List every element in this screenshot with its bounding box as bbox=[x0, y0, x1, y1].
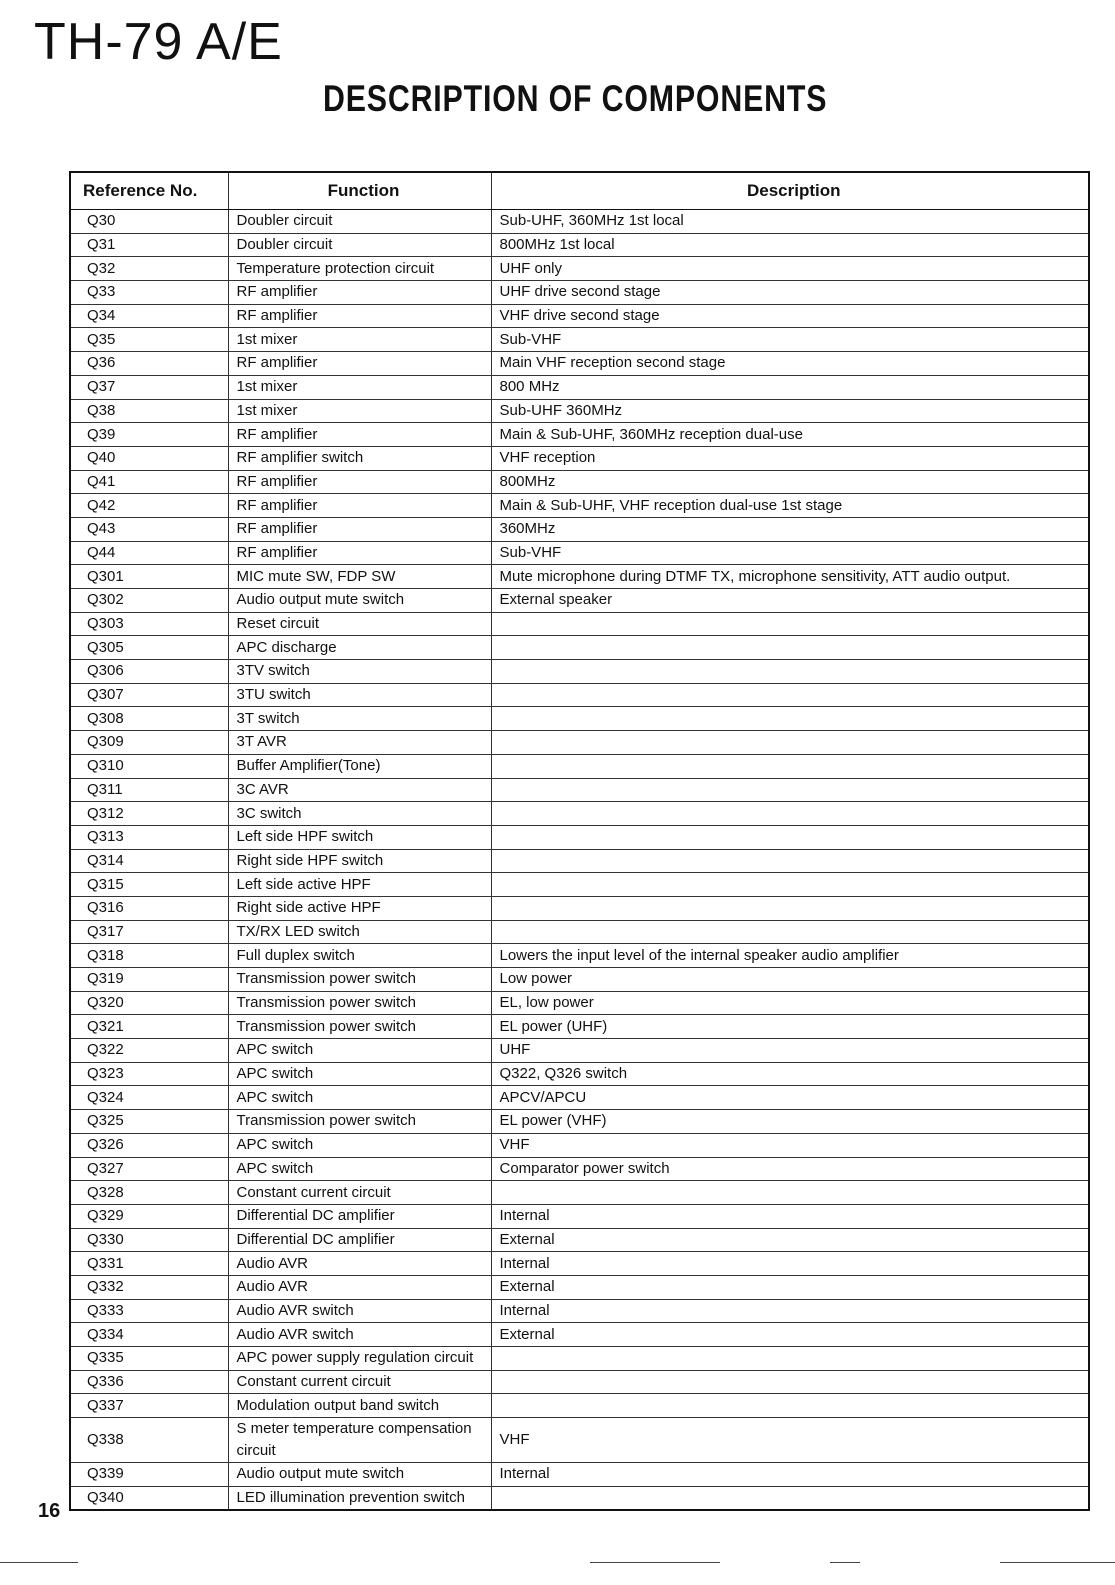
cell-function: APC power supply regulation circuit bbox=[228, 1347, 491, 1371]
table-row bbox=[70, 1181, 1089, 1205]
footer-rule bbox=[590, 1562, 720, 1563]
table-row bbox=[70, 517, 1089, 541]
cell-function: APC switch bbox=[228, 1133, 491, 1157]
cell-reference: Q336 bbox=[70, 1370, 228, 1394]
cell-reference: Q43 bbox=[70, 517, 228, 541]
cell-reference: Q321 bbox=[70, 1015, 228, 1039]
cell-function: RF amplifier bbox=[228, 517, 491, 541]
cell-function: APC discharge bbox=[228, 636, 491, 660]
cell-description bbox=[491, 683, 1089, 707]
table-row bbox=[70, 1323, 1089, 1347]
cell-reference: Q334 bbox=[70, 1323, 228, 1347]
cell-description bbox=[491, 1486, 1089, 1510]
cell-description bbox=[491, 873, 1089, 897]
table-row bbox=[70, 1157, 1089, 1181]
cell-function: 3TU switch bbox=[228, 683, 491, 707]
cell-function: Transmission power switch bbox=[228, 1015, 491, 1039]
table-row bbox=[70, 731, 1089, 755]
cell-function: Audio AVR bbox=[228, 1252, 491, 1276]
cell-reference: Q34 bbox=[70, 304, 228, 328]
table-row bbox=[70, 825, 1089, 849]
table-row bbox=[70, 991, 1089, 1015]
cell-function: 3T AVR bbox=[228, 731, 491, 755]
cell-function: Transmission power switch bbox=[228, 1110, 491, 1134]
cell-function: RF amplifier bbox=[228, 423, 491, 447]
cell-reference: Q331 bbox=[70, 1252, 228, 1276]
cell-reference: Q309 bbox=[70, 731, 228, 755]
table-row bbox=[70, 1394, 1089, 1418]
table-row bbox=[70, 233, 1089, 257]
components-table bbox=[69, 171, 1090, 1511]
cell-function: APC switch bbox=[228, 1157, 491, 1181]
table-row bbox=[70, 636, 1089, 660]
cell-description: EL power (UHF) bbox=[491, 1015, 1089, 1039]
table-row bbox=[70, 707, 1089, 731]
cell-function: Full duplex switch bbox=[228, 944, 491, 968]
cell-function: Transmission power switch bbox=[228, 968, 491, 992]
cell-reference: Q328 bbox=[70, 1181, 228, 1205]
table-row bbox=[70, 494, 1089, 518]
cell-description: Internal bbox=[491, 1299, 1089, 1323]
cell-description bbox=[491, 1370, 1089, 1394]
cell-reference: Q324 bbox=[70, 1086, 228, 1110]
cell-function: S meter temperature compensation circuit bbox=[228, 1418, 491, 1463]
cell-function: Reset circuit bbox=[228, 612, 491, 636]
cell-reference: Q301 bbox=[70, 565, 228, 589]
table-row bbox=[70, 873, 1089, 897]
cell-description bbox=[491, 802, 1089, 826]
table-row bbox=[70, 778, 1089, 802]
cell-reference: Q338 bbox=[70, 1418, 228, 1463]
cell-reference: Q314 bbox=[70, 849, 228, 873]
cell-description: Sub-VHF bbox=[491, 328, 1089, 352]
cell-description bbox=[491, 896, 1089, 920]
table-row bbox=[70, 920, 1089, 944]
table-row bbox=[70, 849, 1089, 873]
cell-description: 360MHz bbox=[491, 517, 1089, 541]
cell-function: RF amplifier bbox=[228, 541, 491, 565]
cell-description bbox=[491, 612, 1089, 636]
table-row bbox=[70, 802, 1089, 826]
cell-reference: Q325 bbox=[70, 1110, 228, 1134]
cell-function: Differential DC amplifier bbox=[228, 1228, 491, 1252]
cell-description: Sub-VHF bbox=[491, 541, 1089, 565]
cell-description: Internal bbox=[491, 1204, 1089, 1228]
cell-description: 800MHz 1st local bbox=[491, 233, 1089, 257]
cell-reference: Q315 bbox=[70, 873, 228, 897]
table-row bbox=[70, 944, 1089, 968]
cell-function: RF amplifier bbox=[228, 304, 491, 328]
cell-function: 1st mixer bbox=[228, 328, 491, 352]
table-row bbox=[70, 589, 1089, 613]
model-name: TH-79 A/E bbox=[34, 13, 283, 71]
cell-reference: Q339 bbox=[70, 1463, 228, 1487]
header-reference-no: Reference No. bbox=[70, 172, 228, 210]
cell-reference: Q317 bbox=[70, 920, 228, 944]
cell-function: 1st mixer bbox=[228, 375, 491, 399]
cell-reference: Q319 bbox=[70, 968, 228, 992]
cell-description: VHF drive second stage bbox=[491, 304, 1089, 328]
footer-rule bbox=[0, 1562, 78, 1563]
table-row bbox=[70, 541, 1089, 565]
table-row bbox=[70, 1133, 1089, 1157]
cell-reference: Q36 bbox=[70, 352, 228, 376]
cell-description: External bbox=[491, 1323, 1089, 1347]
cell-function: APC switch bbox=[228, 1086, 491, 1110]
cell-reference: Q32 bbox=[70, 257, 228, 281]
cell-description: UHF drive second stage bbox=[491, 281, 1089, 305]
table-row bbox=[70, 1463, 1089, 1487]
table-row bbox=[70, 896, 1089, 920]
cell-function: 1st mixer bbox=[228, 399, 491, 423]
table-row bbox=[70, 660, 1089, 684]
cell-description: 800MHz bbox=[491, 470, 1089, 494]
cell-description bbox=[491, 707, 1089, 731]
cell-function: APC switch bbox=[228, 1062, 491, 1086]
cell-function: Left side HPF switch bbox=[228, 825, 491, 849]
cell-function: Buffer Amplifier(Tone) bbox=[228, 754, 491, 778]
cell-description: VHF bbox=[491, 1418, 1089, 1463]
table-row bbox=[70, 328, 1089, 352]
cell-reference: Q33 bbox=[70, 281, 228, 305]
cell-description bbox=[491, 731, 1089, 755]
cell-function: LED illumination prevention switch bbox=[228, 1486, 491, 1510]
table-row bbox=[70, 446, 1089, 470]
cell-function: Temperature protection circuit bbox=[228, 257, 491, 281]
cell-reference: Q31 bbox=[70, 233, 228, 257]
cell-description: Low power bbox=[491, 968, 1089, 992]
cell-function: Right side HPF switch bbox=[228, 849, 491, 873]
table-row bbox=[70, 399, 1089, 423]
cell-function: RF amplifier bbox=[228, 470, 491, 494]
cell-reference: Q41 bbox=[70, 470, 228, 494]
table-row bbox=[70, 1062, 1089, 1086]
cell-description bbox=[491, 1394, 1089, 1418]
header-function: Function bbox=[228, 172, 491, 210]
cell-description: UHF only bbox=[491, 257, 1089, 281]
cell-function: 3C AVR bbox=[228, 778, 491, 802]
cell-function: RF amplifier switch bbox=[228, 446, 491, 470]
cell-description: VHF reception bbox=[491, 446, 1089, 470]
cell-function: APC switch bbox=[228, 1039, 491, 1063]
table-row bbox=[70, 281, 1089, 305]
table-row bbox=[70, 1015, 1089, 1039]
page-number: 16 bbox=[38, 1500, 61, 1522]
cell-description: Main VHF reception second stage bbox=[491, 352, 1089, 376]
cell-reference: Q38 bbox=[70, 399, 228, 423]
cell-description: Q322, Q326 switch bbox=[491, 1062, 1089, 1086]
table-row bbox=[70, 1228, 1089, 1252]
cell-description: Sub-UHF 360MHz bbox=[491, 399, 1089, 423]
cell-description: EL, low power bbox=[491, 991, 1089, 1015]
cell-reference: Q318 bbox=[70, 944, 228, 968]
cell-reference: Q327 bbox=[70, 1157, 228, 1181]
table-row bbox=[70, 304, 1089, 328]
cell-function: 3T switch bbox=[228, 707, 491, 731]
cell-reference: Q326 bbox=[70, 1133, 228, 1157]
cell-description: 800 MHz bbox=[491, 375, 1089, 399]
table-row bbox=[70, 423, 1089, 447]
table-row bbox=[70, 470, 1089, 494]
cell-reference: Q40 bbox=[70, 446, 228, 470]
cell-reference: Q302 bbox=[70, 589, 228, 613]
table-row bbox=[70, 1252, 1089, 1276]
cell-function: Constant current circuit bbox=[228, 1370, 491, 1394]
cell-reference: Q305 bbox=[70, 636, 228, 660]
cell-reference: Q37 bbox=[70, 375, 228, 399]
cell-reference: Q311 bbox=[70, 778, 228, 802]
table-row bbox=[70, 257, 1089, 281]
table-row bbox=[70, 210, 1089, 234]
cell-function: Audio output mute switch bbox=[228, 589, 491, 613]
cell-reference: Q316 bbox=[70, 896, 228, 920]
cell-reference: Q332 bbox=[70, 1275, 228, 1299]
cell-function: MIC mute SW, FDP SW bbox=[228, 565, 491, 589]
cell-description: EL power (VHF) bbox=[491, 1110, 1089, 1134]
cell-function: TX/RX LED switch bbox=[228, 920, 491, 944]
table-row bbox=[70, 754, 1089, 778]
cell-reference: Q335 bbox=[70, 1347, 228, 1371]
cell-reference: Q306 bbox=[70, 660, 228, 684]
cell-function: Differential DC amplifier bbox=[228, 1204, 491, 1228]
cell-reference: Q307 bbox=[70, 683, 228, 707]
table-row bbox=[70, 683, 1089, 707]
cell-description bbox=[491, 825, 1089, 849]
table-row bbox=[70, 1039, 1089, 1063]
cell-function: Left side active HPF bbox=[228, 873, 491, 897]
table-header-row bbox=[70, 172, 1089, 210]
cell-reference: Q42 bbox=[70, 494, 228, 518]
cell-function: RF amplifier bbox=[228, 494, 491, 518]
cell-reference: Q35 bbox=[70, 328, 228, 352]
table-row bbox=[70, 1486, 1089, 1510]
cell-description: Main & Sub-UHF, 360MHz reception dual-use bbox=[491, 423, 1089, 447]
table-row bbox=[70, 1110, 1089, 1134]
cell-description: External speaker bbox=[491, 589, 1089, 613]
table-row bbox=[70, 1086, 1089, 1110]
cell-description: Lowers the input level of the internal speaker audio amplifier bbox=[491, 944, 1089, 968]
cell-function: 3C switch bbox=[228, 802, 491, 826]
cell-function: Audio AVR switch bbox=[228, 1323, 491, 1347]
cell-reference: Q303 bbox=[70, 612, 228, 636]
table-row bbox=[70, 565, 1089, 589]
table-row bbox=[70, 1299, 1089, 1323]
cell-description bbox=[491, 849, 1089, 873]
cell-function: Doubler circuit bbox=[228, 210, 491, 234]
table-row bbox=[70, 1370, 1089, 1394]
cell-description bbox=[491, 660, 1089, 684]
cell-reference: Q337 bbox=[70, 1394, 228, 1418]
table-row bbox=[70, 375, 1089, 399]
table-row bbox=[70, 352, 1089, 376]
cell-reference: Q30 bbox=[70, 210, 228, 234]
cell-description bbox=[491, 636, 1089, 660]
cell-description: VHF bbox=[491, 1133, 1089, 1157]
cell-reference: Q322 bbox=[70, 1039, 228, 1063]
cell-function: Transmission power switch bbox=[228, 991, 491, 1015]
cell-reference: Q39 bbox=[70, 423, 228, 447]
footer-rule bbox=[830, 1562, 860, 1563]
cell-description: Sub-UHF, 360MHz 1st local bbox=[491, 210, 1089, 234]
table-row bbox=[70, 1204, 1089, 1228]
cell-function: RF amplifier bbox=[228, 352, 491, 376]
table-row bbox=[70, 1347, 1089, 1371]
cell-reference: Q44 bbox=[70, 541, 228, 565]
cell-function: Audio AVR switch bbox=[228, 1299, 491, 1323]
cell-description bbox=[491, 1347, 1089, 1371]
cell-description: Internal bbox=[491, 1252, 1089, 1276]
cell-description bbox=[491, 754, 1089, 778]
cell-reference: Q330 bbox=[70, 1228, 228, 1252]
cell-description: Internal bbox=[491, 1463, 1089, 1487]
cell-function: Audio output mute switch bbox=[228, 1463, 491, 1487]
table-row bbox=[70, 612, 1089, 636]
page-title: DESCRIPTION OF COMPONENTS bbox=[323, 78, 828, 119]
cell-reference: Q310 bbox=[70, 754, 228, 778]
header-description: Description bbox=[491, 172, 1089, 210]
cell-function: RF amplifier bbox=[228, 281, 491, 305]
table-row bbox=[70, 968, 1089, 992]
cell-reference: Q340 bbox=[70, 1486, 228, 1510]
table-row bbox=[70, 1275, 1089, 1299]
cell-description: Main & Sub-UHF, VHF reception dual-use 1st stage bbox=[491, 494, 1089, 518]
cell-description: APCV/APCU bbox=[491, 1086, 1089, 1110]
cell-description: External bbox=[491, 1275, 1089, 1299]
cell-description bbox=[491, 778, 1089, 802]
table-row bbox=[70, 1418, 1089, 1463]
cell-description bbox=[491, 1181, 1089, 1205]
cell-function: 3TV switch bbox=[228, 660, 491, 684]
cell-description: Mute microphone during DTMF TX, microphone sensitivity, ATT audio output. bbox=[491, 565, 1089, 589]
cell-description: Comparator power switch bbox=[491, 1157, 1089, 1181]
cell-function: Doubler circuit bbox=[228, 233, 491, 257]
cell-reference: Q333 bbox=[70, 1299, 228, 1323]
cell-function: Right side active HPF bbox=[228, 896, 491, 920]
cell-description: UHF bbox=[491, 1039, 1089, 1063]
cell-reference: Q312 bbox=[70, 802, 228, 826]
cell-reference: Q329 bbox=[70, 1204, 228, 1228]
cell-reference: Q320 bbox=[70, 991, 228, 1015]
cell-function: Constant current circuit bbox=[228, 1181, 491, 1205]
cell-function: Audio AVR bbox=[228, 1275, 491, 1299]
cell-description: External bbox=[491, 1228, 1089, 1252]
cell-reference: Q323 bbox=[70, 1062, 228, 1086]
cell-reference: Q313 bbox=[70, 825, 228, 849]
footer-rule bbox=[1000, 1562, 1115, 1563]
cell-function: Modulation output band switch bbox=[228, 1394, 491, 1418]
cell-reference: Q308 bbox=[70, 707, 228, 731]
cell-description bbox=[491, 920, 1089, 944]
